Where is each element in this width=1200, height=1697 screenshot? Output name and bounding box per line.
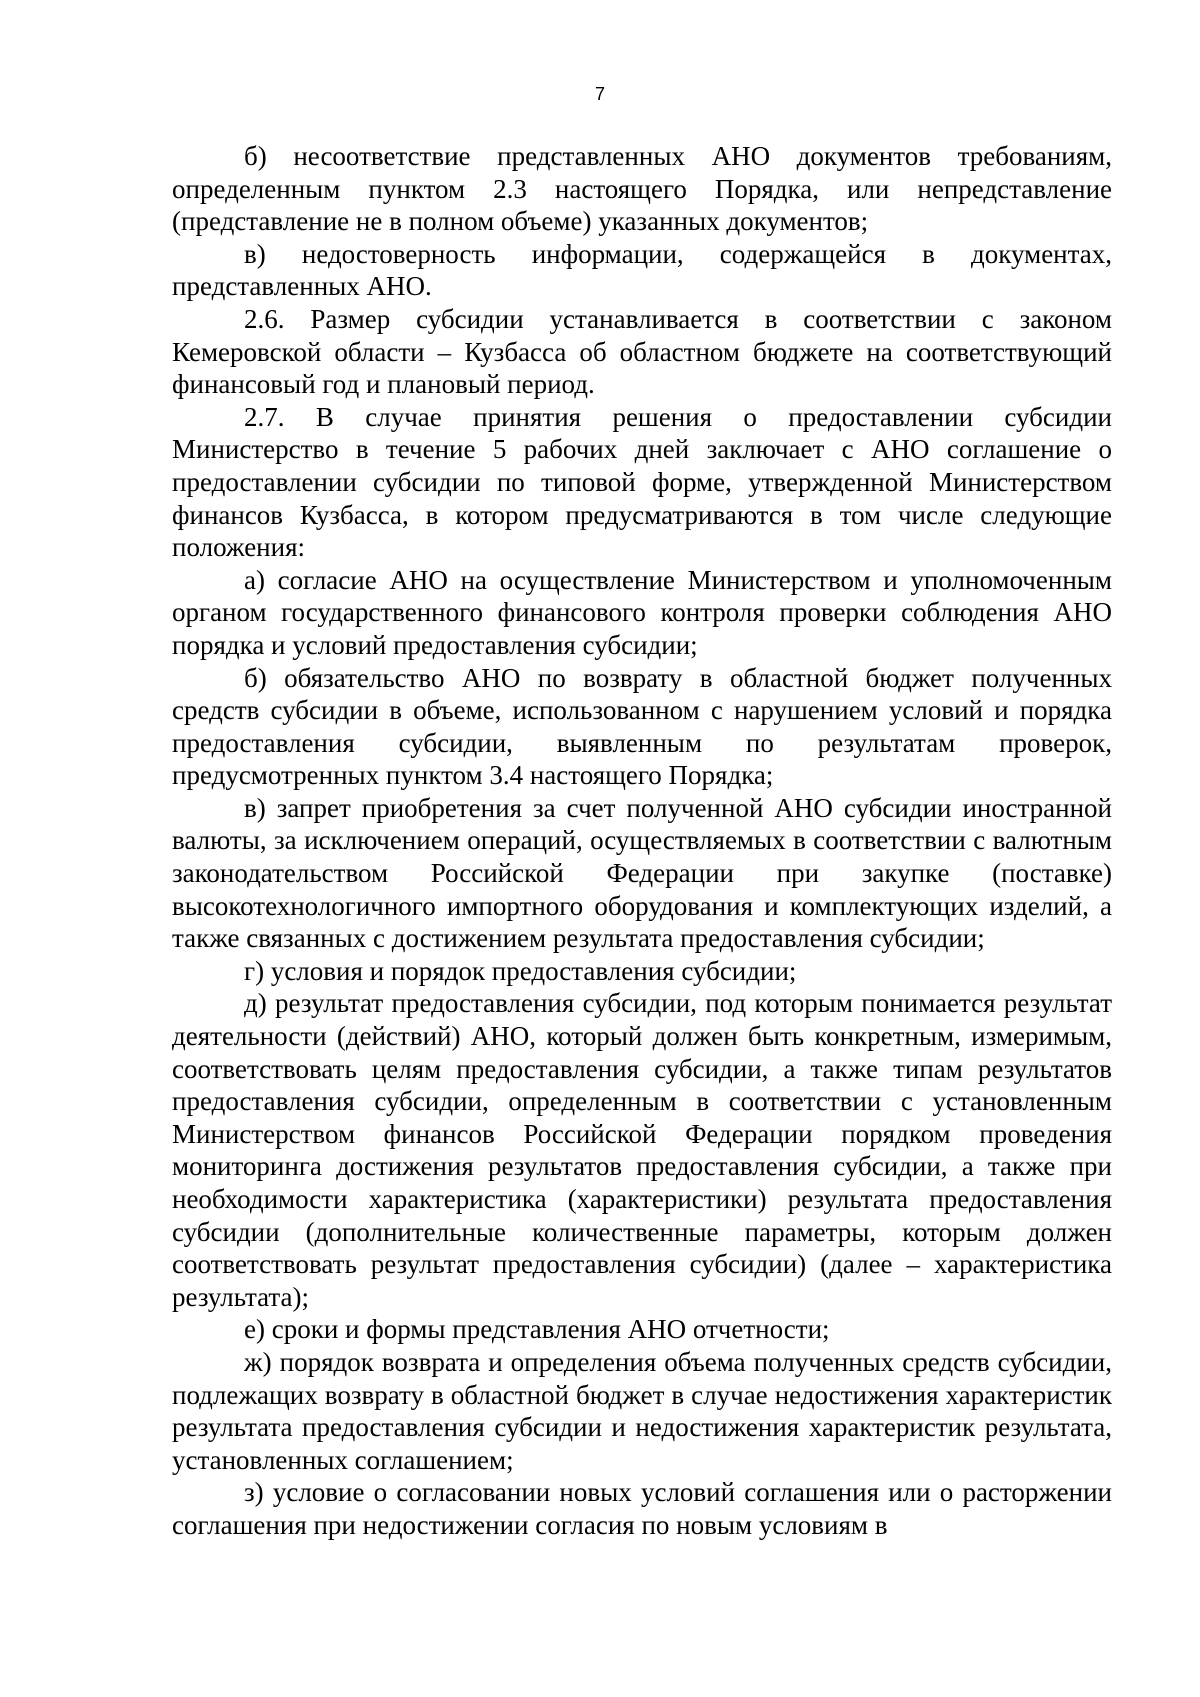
paragraph: г) условия и порядок предоставления субсидии; — [244, 955, 797, 986]
document-body — [172, 140, 1112, 1542]
paragraph: з) условие о согласовании новых условий соглашения или о расторжении соглашения при недостижении согласия по новым условиям в — [172, 1477, 1112, 1540]
paragraph: б) несоответствие представленных АНО документов требованиям, определенным пунктом 2.3 настоящего Порядка, или непредставление (представление не в полном объеме) указанных документов; — [172, 141, 1112, 237]
paragraph: а) согласие АНО на осуществление Министерством и уполномоченным органом государственного финансового контроля проверки соблюдения АНО порядка и условий предоставления субсидии; — [172, 564, 1112, 660]
paragraph: в) запрет приобретения за счет полученной АНО субсидии иностранной валюты, за исключением операций, осуществляемых в соответствии с валютным законодательством Российской Федерации при закупке (поставке) высокотехнологичного импортного оборудования и комплектующих изделий, а также связанных с достижением результата предоставления субсидии; — [172, 792, 1112, 954]
paragraph: д) результат предоставления субсидии, под которым понимается результат деятельности (действий) АНО, который должен быть конкретным, измеримым, соответствовать целям предоставления субсидии, а также типам результатов предоставления субсидии, определенным в соответствии с установленным Министерством финансов Российской Федерации порядком проведения мониторинга достижения результатов предоставления субсидии, а также при необходимости характеристика (характеристики) результата предоставления субсидии (дополнительные количественные параметры, которым должен соответствовать результат предоставления субсидии) (далее – характеристика результата); — [172, 988, 1112, 1312]
paragraph: ж) порядок возврата и определения объема полученных средств субсидии, подлежащих возврату в областной бюджет в случае недостижения характеристик результата предоставления субсидии и недостижения характеристик результата, установленных соглашением; — [172, 1346, 1112, 1475]
paragraph: 2.6. Размер субсидии устанавливается в соответствии с законом Кемеровской области – Кузбасса об областном бюджете на соответствующий финансовый год и плановый период. — [172, 303, 1112, 400]
paragraph: е) сроки и формы представления АНО отчетности; — [244, 1314, 830, 1345]
page-number: 7 — [594, 84, 605, 104]
paragraph: б) обязательство АНО по возврату в областной бюджет полученных средств субсидии в объеме, использованном с нарушением условий и порядка предоставления субсидии, выявленным по результатам проверок, предусмотренных пунктом 3.4 настоящего Порядка; — [172, 662, 1112, 791]
paragraph: 2.7. В случае принятия решения о предоставлении субсидии Министерство в течение 5 рабочих дней заключает с АНО соглашение о предоставлении субсидии по типовой форме, утвержденной Министерством финансов Кузбасса, в котором предусматриваются в том числе следующие положения: — [172, 401, 1112, 563]
paragraph: в) недостоверность информации, содержащейся в документах, представленных АНО. — [172, 238, 1112, 302]
